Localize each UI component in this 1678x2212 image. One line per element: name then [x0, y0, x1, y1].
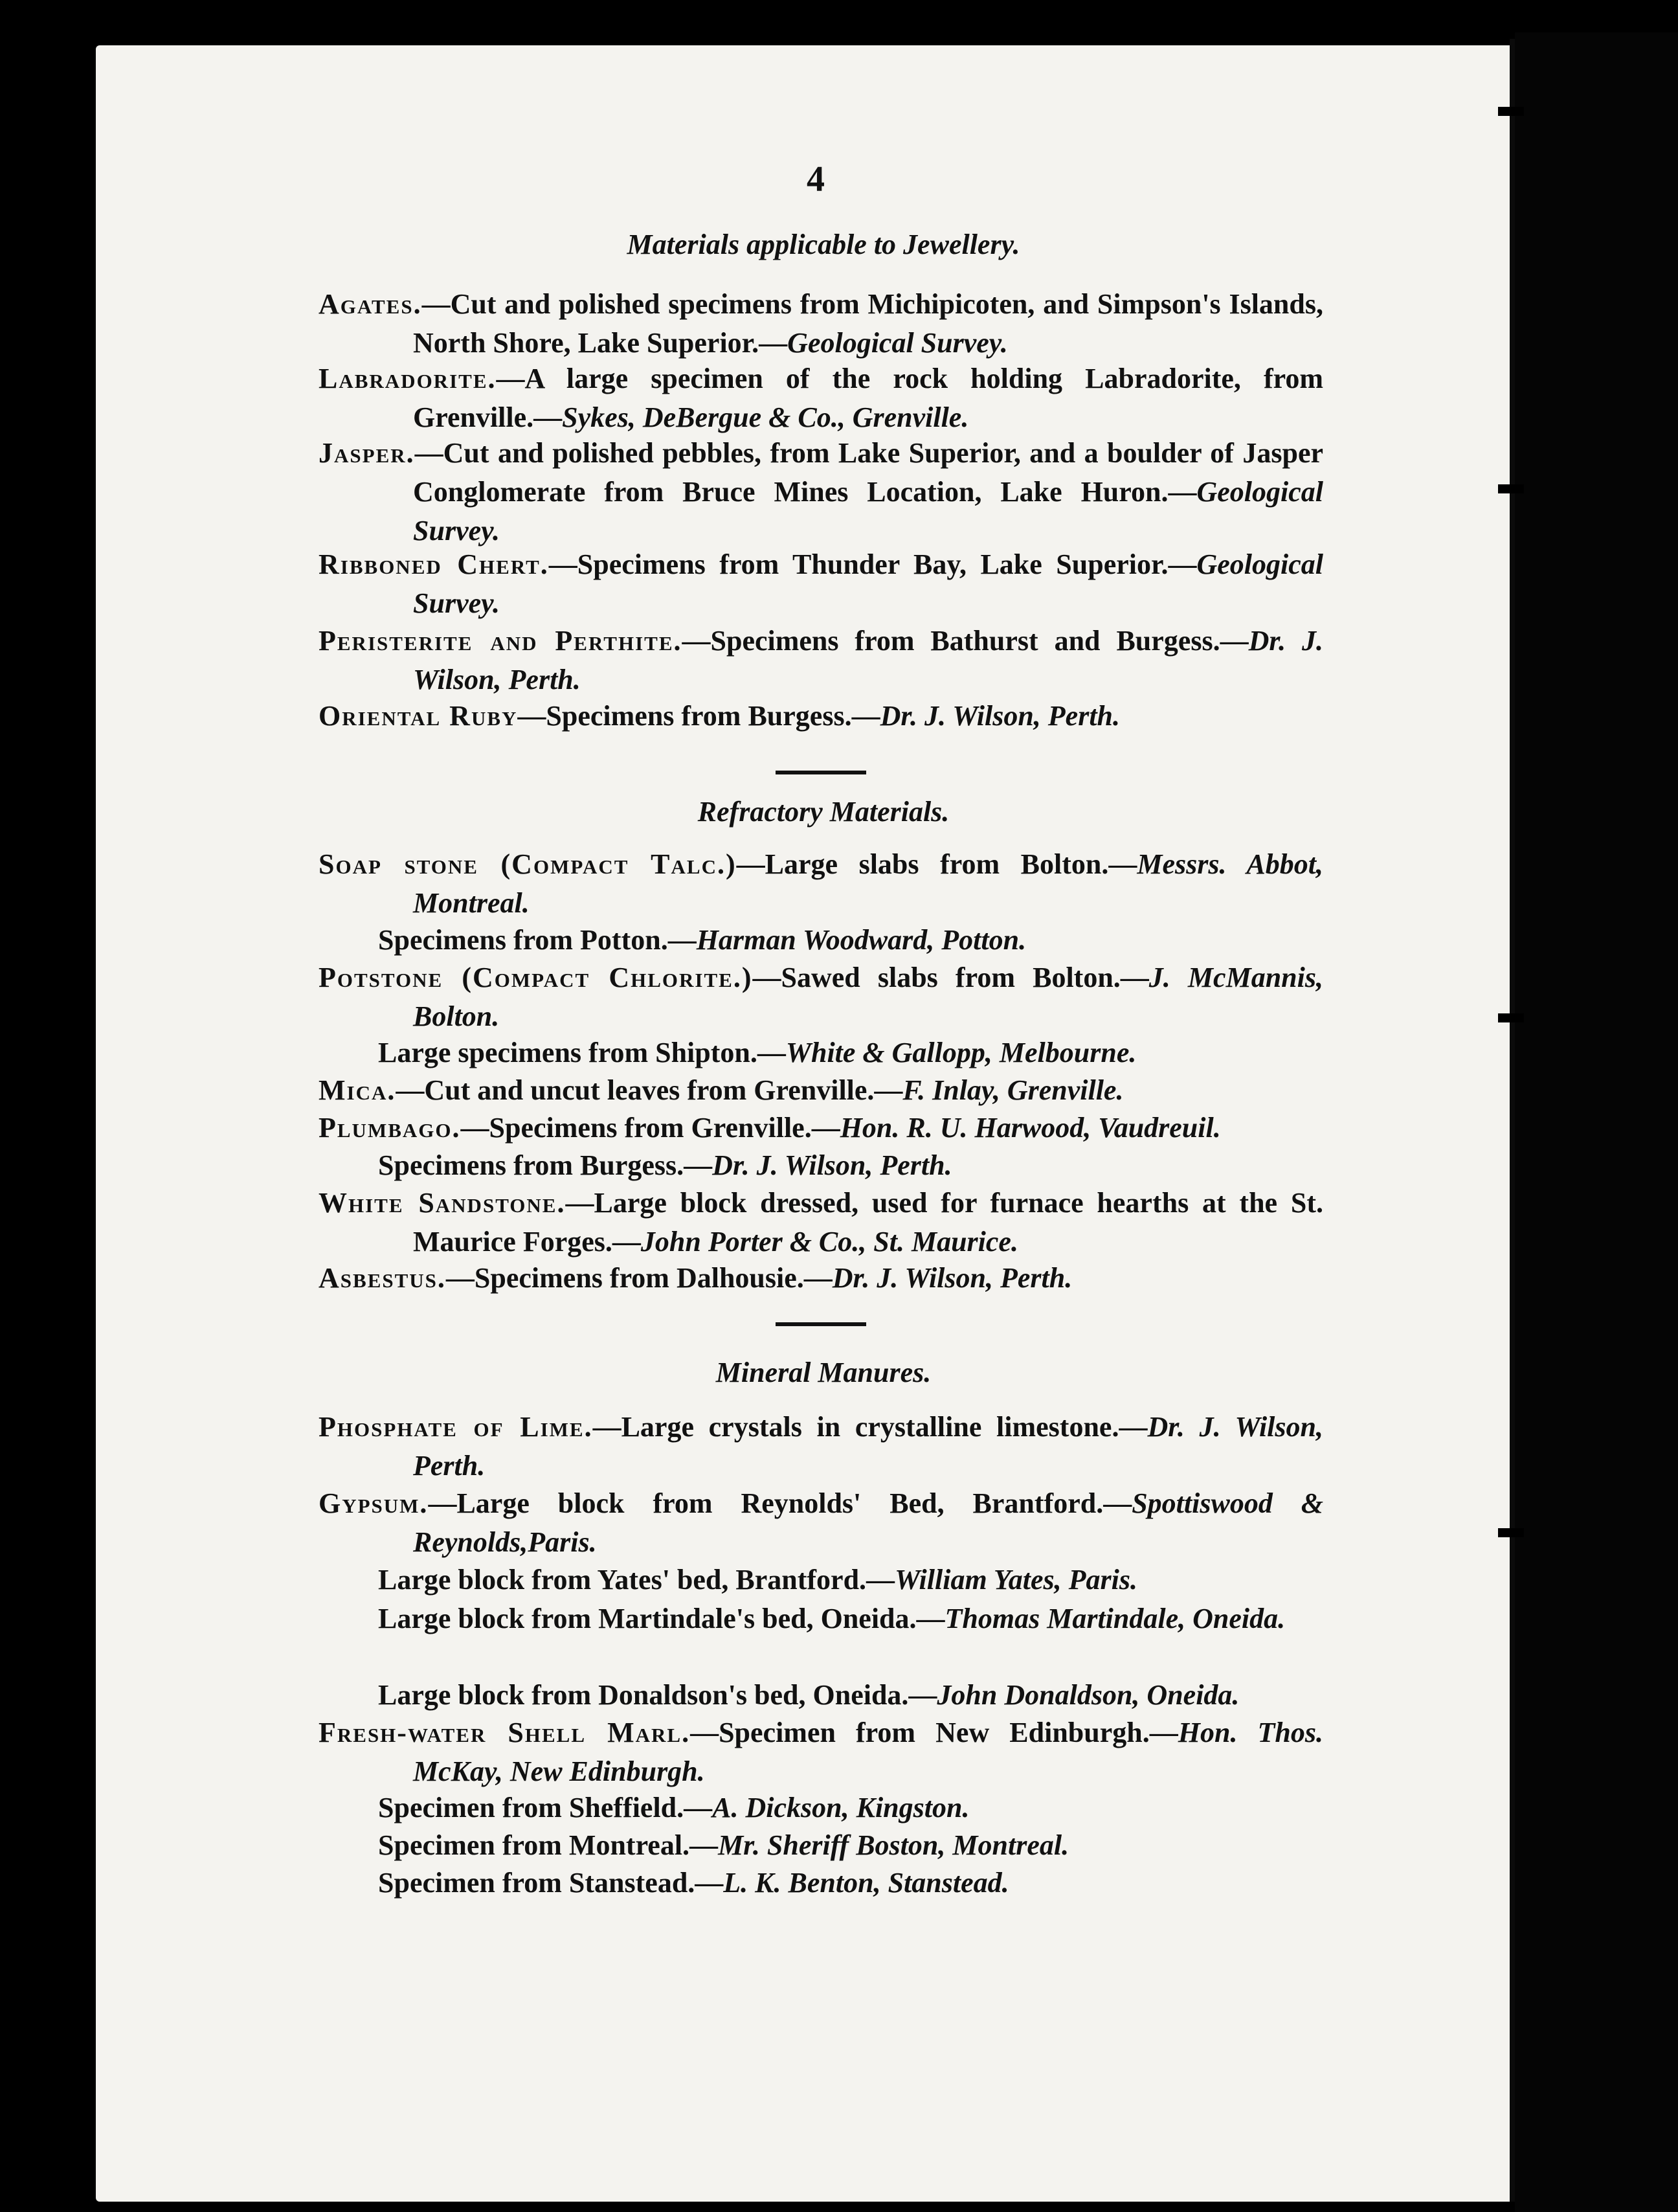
entry-text: —Cut and uncut leaves from Grenville.—: [396, 1074, 903, 1106]
entry-sub-montreal: [378, 1826, 1323, 1865]
entry-sub-burgess: [378, 1146, 1323, 1185]
entry-source: Dr. J. Wilson, Perth.: [880, 700, 1121, 732]
entry-text: —Sawed slabs from Bolton.—: [752, 962, 1149, 993]
entry-name: Mica.: [319, 1074, 396, 1106]
entry-source: Messrs. Abbot, Montreal.: [413, 848, 1323, 919]
entry-source: John Donaldson, Oneida.: [937, 1679, 1240, 1711]
entry-text: Specimen from Montreal.—: [378, 1829, 719, 1861]
entry-text: —Large block dressed, used for furnace hearths at the St. Maurice Forges.—: [413, 1187, 1323, 1258]
entry-source: Sykes, DeBergue & Co., Grenville.: [562, 401, 969, 433]
entry-sub-martindale: [378, 1599, 1323, 1638]
entry-gypsum: [319, 1484, 1323, 1562]
entry-text: —A large specimen of the rock holding Labradorite, from Grenville.—: [413, 363, 1323, 433]
entry-potstone: [319, 958, 1323, 1036]
entry-text: Specimens from Potton.—: [378, 924, 697, 956]
entry-text: —Cut and polished specimens from Michipicoten, and Simpson's Islands, North Shore, Lake Superior.—: [413, 288, 1323, 359]
entry-text: —Specimen from New Edinburgh.—: [690, 1717, 1178, 1748]
entry-text: —Specimens from Burgess.—: [517, 700, 880, 732]
entry-mica: [319, 1071, 1323, 1110]
entry-source: Dr. J. Wilson, Perth.: [413, 625, 1323, 695]
entry-plumbago: [319, 1109, 1323, 1147]
section-divider: [776, 1322, 866, 1326]
entry-name: Plumbago.: [319, 1112, 461, 1144]
entry-text: —Cut and polished pebbles, from Lake Superior, and a boulder of Jasper Conglomerate from Bruce Mines Location, Lake Huron.—: [413, 437, 1323, 508]
entry-sub-potton: [378, 921, 1323, 960]
entry-text: —Specimens from Thunder Bay, Lake Superior.—: [548, 548, 1197, 580]
entry-source: William Yates, Paris.: [895, 1564, 1137, 1596]
entry-text: Large block from Martindale's bed, Oneida.—: [378, 1603, 945, 1634]
entry-soap-stone: [319, 845, 1323, 923]
entry-name: Agates.: [319, 288, 422, 320]
entry-name: Ribboned Chert.: [319, 548, 549, 580]
entry-name: Asbestus.: [319, 1262, 446, 1294]
entry-labradorite: [319, 359, 1323, 437]
section-heading-manures: Mineral Manures.: [715, 1357, 932, 1388]
entry-source: Thomas Martindale, Oneida.: [945, 1603, 1286, 1634]
entry-source: Geological Survey.: [413, 548, 1323, 619]
entry-source: A. Dickson, Kingston.: [712, 1792, 970, 1823]
entry-text: —Large slabs from Bolton.—: [736, 848, 1137, 880]
entry-text: Large specimens from Shipton.—: [378, 1037, 786, 1068]
entry-source: Geological Survey.: [413, 476, 1323, 547]
entry-source: Dr. J. Wilson, Perth.: [832, 1262, 1073, 1294]
entry-ribboned-chert: [319, 545, 1323, 623]
entry-source: John Porter & Co., St. Maurice.: [640, 1226, 1018, 1258]
entry-sub-donaldson: [378, 1676, 1323, 1715]
entry-name: Gypsum.: [319, 1487, 429, 1519]
entry-text: —Specimens from Dalhousie.—: [445, 1262, 833, 1294]
entry-text: Large block from Donaldson's bed, Oneida.—: [378, 1679, 937, 1711]
entry-source: White & Gallopp, Melbourne.: [785, 1037, 1137, 1068]
entry-source: F. Inlay, Grenville.: [902, 1074, 1124, 1106]
entry-name: Fresh-water Shell Marl.: [319, 1717, 691, 1748]
entry-text: Specimen from Sheffield.—: [378, 1792, 713, 1823]
entry-asbestus: [319, 1259, 1323, 1298]
entry-agates: [319, 285, 1323, 363]
entry-peristerite: [319, 622, 1323, 699]
entry-name: Phosphate of Lime.: [319, 1411, 593, 1443]
entry-source: Hon. R. U. Harwood, Vaudreuil.: [840, 1112, 1221, 1144]
entry-text: Specimen from Stanstead.—: [378, 1867, 724, 1899]
entry-source: Harman Woodward, Potton.: [696, 924, 1027, 956]
section-divider: [776, 771, 866, 774]
entry-name: White Sandstone.: [319, 1187, 566, 1219]
entry-text: —Large crystals in crystalline limestone.—: [592, 1411, 1148, 1443]
entry-name: Oriental Ruby: [319, 700, 518, 732]
entry-phosphate-of-lime: [319, 1408, 1323, 1485]
section-heading-jewellery: Materials applicable to Jewellery.: [627, 229, 1020, 260]
entry-source: Dr. J. Wilson, Perth.: [712, 1149, 952, 1181]
entry-source: Geological Survey.: [787, 327, 1008, 359]
entry-text: Specimens from Burgess.—: [378, 1149, 713, 1181]
entry-text: —Specimens from Grenville.—: [460, 1112, 840, 1144]
entry-sub-sheffield: [378, 1789, 1323, 1827]
entry-text: —Specimens from Bathurst and Burgess.—: [682, 625, 1249, 657]
entry-jasper: [319, 434, 1323, 550]
entry-source: L. K. Benton, Stanstead.: [723, 1867, 1009, 1899]
section-heading-refractory: Refractory Materials.: [697, 796, 950, 828]
entry-sub-stanstead: [378, 1864, 1323, 1902]
entry-sub-yates: [378, 1561, 1323, 1599]
entry-text: —Large block from Reynolds' Bed, Brantford.—: [428, 1487, 1132, 1519]
entry-name: Soap stone (Compact Talc.): [319, 848, 737, 880]
entry-source: Spottiswood & Reynolds,Paris.: [413, 1487, 1324, 1558]
entry-oriental-ruby: [319, 697, 1323, 736]
entry-source: J. McMannis, Bolton.: [413, 962, 1323, 1032]
page-number: 4: [807, 159, 825, 199]
entry-name: Labradorite.: [319, 363, 497, 394]
entry-white-sandstone: [319, 1184, 1323, 1261]
entry-source: Hon. Thos. McKay, New Edinburgh.: [413, 1717, 1323, 1787]
entry-name: Potstone (Compact Chlorite.): [319, 962, 753, 993]
entry-source: Mr. Sheriff Boston, Montreal.: [718, 1829, 1069, 1861]
entry-name: Jasper.: [319, 437, 415, 469]
entry-fresh-water-shell-marl: [319, 1713, 1323, 1791]
entry-source: Dr. J. Wilson, Perth.: [413, 1411, 1323, 1482]
entry-name: Peristerite and Perthite.: [319, 625, 682, 657]
entry-sub-shipton: [378, 1033, 1323, 1072]
entry-text: Large block from Yates' bed, Brantford.—: [378, 1564, 895, 1596]
